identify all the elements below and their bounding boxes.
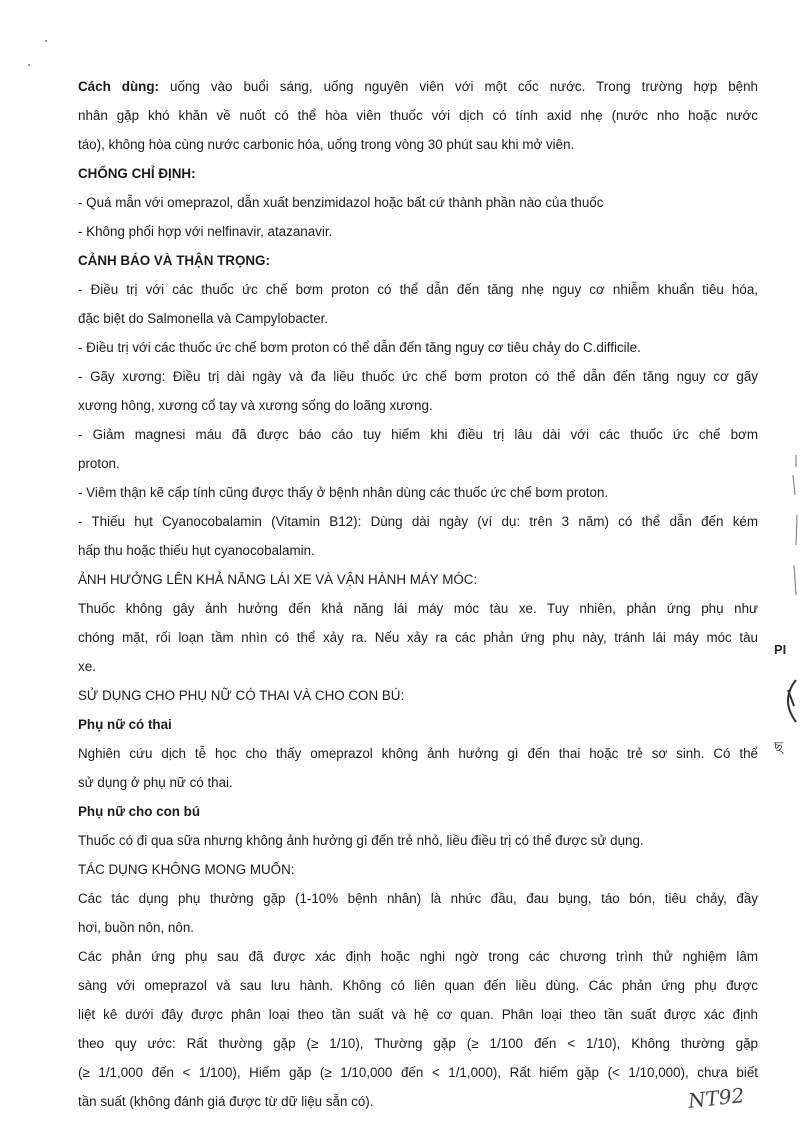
pregnant-subheading: Phụ nữ có thai [78,717,172,732]
contraindication-item: - Không phối hợp với nelfinavir, atazanavir. [78,224,333,239]
adverse-p2-line: tần suất (không đánh giá được từ dữ liệu sẵn có). [78,1094,374,1109]
warning-line: - Giảm magnesi máu đã được báo cáo tuy hiếm khi điều trị lâu dài với các thuốc ức chế bơm [78,427,758,442]
adverse-p1-line: hơi, buồn nôn, nôn. [78,920,194,935]
warning-line: hấp thu hoặc thiếu hụt cyanocobalamin. [78,543,315,558]
driving-line: xe. [78,659,96,674]
margin-scan-marks [784,455,800,605]
warning-line: proton. [78,456,120,471]
driving-heading: ẢNH HƯỞNG LÊN KHẢ NĂNG LÁI XE VÀ VẬN HÀNH MÁY MÓC: [78,572,478,587]
driving-line: Thuốc không gây ảnh hưởng đến khả năng lái máy móc tàu xe. Tuy nhiên, phản ứng phụ như [78,601,758,616]
nursing-subheading: Phụ nữ cho con bú [78,804,201,819]
adverse-p1-line: Các tác dụng phụ thường gặp (1-10% bệnh nhân) là nhức đầu, đau bụng, táo bón, tiêu chảy, đầy [78,891,758,906]
warning-line: - Gãy xương: Điều trị dài ngày và đa liều thuốc ức chế bơm proton có thể dẫn đến tăng nguy cơ gãy [78,369,758,384]
scan-dot [28,64,30,66]
nursing-line: Thuốc có đi qua sữa nhưng không ảnh hưởng gì đến trẻ nhỏ, liều điều trị có thể được sử dụng. [78,833,644,848]
pregnant-line: sử dụng ở phụ nữ có thai. [78,775,233,790]
margin-stamp-fragment [774,676,800,729]
warning-line: - Điều trị với các thuốc ức chế bơm proton có thể dẫn đến tăng nhẹ nguy cơ nhiễm khuẩn tiêu hóa, [78,282,758,297]
adverse-p2-line: liệt kê dưới đây được phân loại theo tần suất và hệ cơ quan. Phân loại theo tần suất được xác định [78,1007,758,1022]
contraindication-item: - Quá mẫn với omeprazol, dẫn xuất benzimidazol hoặc bất cứ thành phần nào của thuốc [78,195,604,210]
margin-fragment: PI [774,642,787,657]
pregnant-line: Nghiên cứu dịch tễ học cho thấy omeprazol không ảnh hưởng gì đến thai hoặc trẻ sơ sinh. Có thể [78,746,758,761]
contraindications-heading: CHỐNG CHỈ ĐỊNH: [78,166,196,181]
warning-line: đặc biệt do Salmonella và Campylobacter. [78,311,329,326]
handwritten-note: NT92 [686,1083,746,1113]
usage-line-2: nhân gặp khó khăn về nuốt có thể hòa viên thuốc với dịch có tính axid nhẹ (nước nho hoặc nước [78,108,758,123]
adverse-p2-line: sàng với omeprazol và sau lưu hành. Không có liên quan đến liều dùng. Các phản ứng phụ được [78,978,758,993]
driving-line: chóng mặt, rối loạn tầm nhìn có thể xảy ra. Nếu xảy ra các phản ứng phụ này, tránh lái máy móc tàu [78,630,758,645]
scan-dot [45,40,47,42]
pregnancy-heading: SỬ DỤNG CHO PHỤ NỮ CÓ THAI VÀ CHO CON BÚ: [78,688,405,703]
usage-line-3: táo), không hòa cùng nước carbonic hóa, uống trong vòng 30 phút sau khi mở viên. [78,137,575,152]
warning-line: xương hông, xương cổ tay và xương sống do loãng xương. [78,398,433,413]
warning-line: - Viêm thận kẽ cấp tính cũng được thấy ở bệnh nhân dùng các thuốc ức chế bơm proton. [78,485,609,500]
usage-label: Cách dùng: [78,79,159,94]
warning-line: - Thiếu hụt Cyanocobalamin (Vitamin B12): Dùng dài ngày (ví dụ: trên 3 năm) có thể dẫn đến kém [78,514,758,529]
adverse-p2-line: theo quy ước: Rất thường gặp (≥ 1/10), Thường gặp (≥ 1/100 đến < 1/10), Không thường gặp [78,1036,758,1051]
usage-line-1: Cách dùng: uống vào buổi sáng, uống nguyên viên với một cốc nước. Trong trường hợp bệnh [78,79,758,94]
warnings-heading: CẢNH BÁO VÀ THẬN TRỌNG: [78,253,270,268]
warning-line: - Điều trị với các thuốc ức chế bơm proton có thể dẫn đến tăng nguy cơ tiêu chảy do C.difficile. [78,340,641,355]
adverse-p2-line: (≥ 1/1,000 đến < 1/100), Hiếm gặp (≥ 1/10,000 đến < 1/1,000), Rất hiếm gặp (< 1/10,000), chưa biết [78,1065,758,1080]
adverse-p2-line: Các phản ứng phụ sau đã được xác định hoặc nghi ngờ trong các chương trình thử nghiệm lâm [78,949,758,964]
margin-fragment: ছ [774,739,784,756]
adverse-heading: TÁC DỤNG KHÔNG MONG MUỐN: [78,862,295,877]
